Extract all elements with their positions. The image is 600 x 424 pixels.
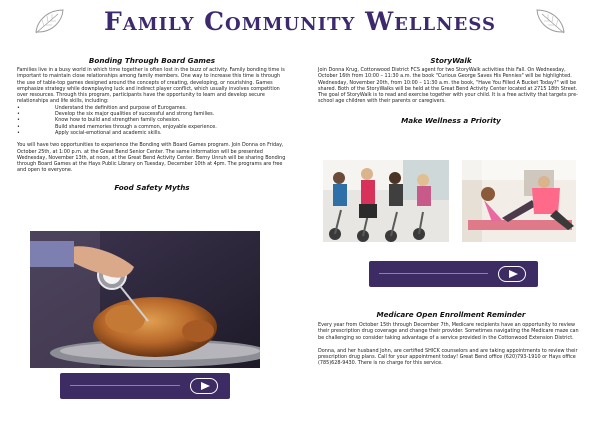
board-games-intro: Families live in a busy world in which time together is often lost in the buzz of activity. Family bonding time is important to maintain close relationships among family members. One way to increase this time is through the use of table-top games designed around the concepts of creating, developing, or nourishing. Games emphasize strategy while downplaying luck and indirect player conflict, which usually involves competition over resources. Through this program, participants have the opportunity to learn and develop secure relationships and life skills, including:: [17, 67, 285, 105]
food-safety-title: Food Safety Myths: [114, 182, 190, 192]
board-games-title: Bonding Through Board Games: [88, 56, 216, 65]
leaf-icon: [534, 6, 568, 36]
page-title: Family Community Wellness: [104, 7, 496, 36]
list-item: • Know how to build and strengthen family cohesion.: [17, 117, 287, 123]
list-item: • Apply social-emotional and academic skills.: [17, 130, 287, 136]
medicare-para-1: Every year from October 15th through December 7th, Medicare recipients have an opportunity to review their prescription drug coverage and change their provider. Sometimes navigating the Medicare maze can be challenging so consider taking advantage of a service provided in the Cottonwood Extension District.: [318, 322, 579, 341]
right-column: [318, 56, 584, 125]
left-column: [17, 56, 287, 192]
medicare-para-2: Donna, and her husband John, are certified SHICK counselors and are taking appointments to review their prescription drug plans. Call for your appointment today! Great Bend office (620)793-1910 or Hays office (785)628-9430. There is no charge for this service.: [318, 347, 578, 367]
wellness-play-bar[interactable]: [369, 261, 538, 287]
play-icon[interactable]: [190, 378, 218, 394]
wellness-title: Make Wellness a Priority: [401, 115, 501, 125]
list-item: • Develop the six major qualities of successful and strong families.: [17, 111, 287, 117]
medicare-section: [318, 310, 584, 367]
board-games-details: You will have two opportunities to experience the Bonding with Board Games program. Join Donna on Friday, October 25th, at 1:00 p.m. at the Great Bend Senior Center. The same information will be presented Wednesday, November 13th, at noon, at the Great Bend Activity Center. Berny Unruh will be sharing Bonding through Board Games at the Hays Public Library on Tuesday, December 10th at 4pm. The programs are free and open to everyone.: [17, 142, 286, 174]
spin-class-photo: [323, 160, 449, 242]
medicare-title: Medicare Open Enrollment Reminder: [376, 310, 526, 319]
board-games-bullets: [17, 105, 287, 136]
storywalk-body: Join Donna Krug, Cottonwood District FCS agent for two StoryWalk activities this Fall. On Wednesday, October 16th from 10:00 – 11:30 a.m. the book "Curious George Saves His Pennies" will be highlighted. Wednesday, November 20th, from 10:00 – 11:30 a.m. the book, "Have You Filled A Bucket Today?" will be shared. Both of the StoryWalks will be held at the Great Bend Activity Center located at 2715 18th Street. The goal of StoryWalk is to read and exercise together with your child. It is a free activity that targets pre-school age children with their parents or caregivers.: [318, 67, 578, 105]
exercise-mat-photo: [462, 160, 576, 242]
food-safety-play-bar[interactable]: [60, 373, 230, 399]
list-item: • Build shared memories through a common, enjoyable experience.: [17, 124, 287, 130]
roast-chicken-thermometer-photo: [30, 231, 260, 368]
storywalk-title: StoryWalk: [430, 56, 472, 65]
list-item: • Understand the definition and purpose of Eurogames.: [17, 105, 287, 111]
play-icon[interactable]: [498, 266, 526, 282]
